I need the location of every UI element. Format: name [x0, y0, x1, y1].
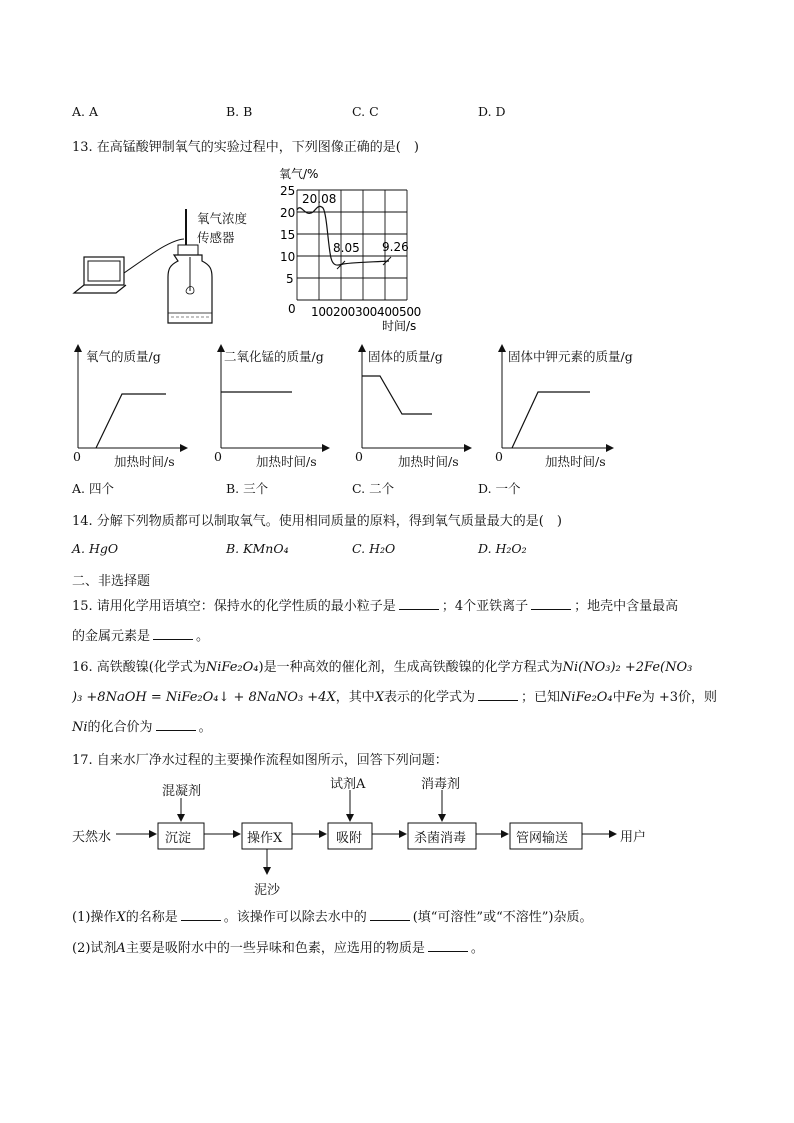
- q16-text-6: 中: [612, 690, 626, 705]
- q16-ni: Ni: [72, 720, 88, 735]
- sensor-label-1: 氧气浓度: [197, 211, 248, 226]
- q16-line-1: [72, 656, 692, 675]
- q13-stem: 13. 在高锰酸钾制氧气的实验过程中，下列图像正确的是( ): [72, 140, 419, 155]
- q13-option-a: A. 四个: [72, 481, 114, 496]
- q14-option-c: C. H₂O: [352, 541, 396, 556]
- q12-option-c: C. C: [352, 104, 379, 119]
- graph1-origin: 0: [73, 449, 81, 464]
- q17-blank-1[interactable]: [181, 908, 221, 921]
- chart-ylabel: 氧气/%: [279, 167, 319, 181]
- q12-option-a: A. A: [72, 104, 99, 119]
- q13-option-c: C. 二个: [352, 481, 395, 496]
- q17-sub-1: [72, 906, 592, 925]
- q14-option-b: B. KMnO₄: [226, 541, 289, 556]
- q15-text-2: ；4个亚铁离子: [441, 599, 529, 614]
- graph3-xlabel: 加热时间/s: [398, 454, 459, 469]
- q16-text-5: ；已知: [521, 690, 561, 705]
- graph1-xlabel: 加热时间/s: [114, 454, 175, 469]
- q15-blank-2[interactable]: [531, 597, 571, 610]
- q16-formula-2: Ni(NO₃)₂ +2Fe(NO₃: [562, 660, 693, 675]
- q16-text-7: 为 +3价，则: [641, 690, 717, 705]
- graph3-ylabel: 固体的质量/g: [368, 349, 443, 364]
- q17-sub2-text-3: 。: [470, 941, 484, 956]
- y-tick-15: 15: [280, 228, 296, 242]
- q17-sub1-text-3: 。该操作可以除去水中的: [223, 910, 367, 925]
- flow-box5-label: 管网输送: [516, 831, 569, 846]
- section-title: 二、非选择题: [72, 574, 151, 589]
- q15-blank-1[interactable]: [399, 597, 439, 610]
- graph3-origin: 0: [355, 449, 363, 464]
- q14-option-a: A. HgO: [72, 541, 119, 556]
- flow-input-1: 混凝剂: [162, 784, 202, 799]
- flow-end: 用户: [620, 830, 647, 845]
- q14-option-d: D. H₂O₂: [478, 541, 527, 556]
- graph2-xlabel: 加热时间/s: [256, 454, 317, 469]
- oxygen-sensor-apparatus: [70, 195, 280, 335]
- q12-option-d: D. D: [478, 104, 506, 119]
- q15-text-4: 的金属元素是: [72, 629, 151, 644]
- q17-stem: 17. 自来水厂净水过程的主要操作流程如图所示，回答下列问题：: [72, 753, 448, 768]
- q17-blank-3[interactable]: [428, 939, 468, 952]
- flow-box1-label: 沉淀: [165, 831, 192, 846]
- q17-sub1-text-4: (填“可溶性”或“不溶性”)杂质。: [412, 910, 593, 925]
- flow-input-2: 试剂A: [330, 777, 366, 792]
- q16-fe: Fe: [625, 690, 642, 705]
- q14-stem: 14. 分解下列物质都可以制取氧气。使用相同质量的原料，得到氧气质量最大的是( ): [72, 514, 562, 529]
- q16-line-3: [72, 716, 212, 735]
- q16-text-8: 的化合价为: [87, 720, 153, 735]
- flow-start: 天然水: [72, 830, 112, 845]
- graph4-ylabel: 固体中钾元素的质量/g: [508, 349, 633, 364]
- sensor-label-2: 传感器: [197, 230, 235, 245]
- q16-x: X: [374, 690, 384, 705]
- annot-805: 8.05: [333, 241, 360, 255]
- q15-line-2: [72, 625, 209, 644]
- q16-text-1: 16. 高铁酸镍(化学式为: [72, 660, 206, 675]
- graph2-ylabel: 二氧化锰的质量/g: [224, 349, 324, 364]
- graph3-line: [362, 376, 432, 414]
- y-tick-5: 5: [286, 272, 294, 286]
- flow-box2-label: 操作X: [247, 831, 283, 846]
- oxygen-chart: [275, 166, 435, 336]
- y-tick-10: 10: [280, 250, 296, 264]
- q17-blank-2[interactable]: [370, 908, 410, 921]
- annot-926: 9.26: [382, 240, 409, 254]
- q16-blank-1[interactable]: [478, 688, 518, 701]
- q17-sub1-text-1: (1)操作: [72, 910, 117, 925]
- y-tick-25: 25: [280, 184, 296, 198]
- q17-sub2-a: A: [116, 941, 126, 956]
- q15-text-5: 。: [196, 629, 210, 644]
- annot-2008: 20.08: [302, 192, 337, 206]
- graph2-origin: 0: [214, 449, 222, 464]
- flow-box4-label: 杀菌消毒: [414, 831, 467, 846]
- graph4-origin: 0: [495, 449, 503, 464]
- q16-text-2: )是一种高效的催化剂，生成高铁酸镍的化学方程式为: [258, 660, 563, 675]
- q17-sub2-text-2: 主要是吸附水中的一些异味和色素，应选用的物质是: [125, 941, 425, 956]
- q16-text-3: ，其中: [335, 690, 375, 705]
- q17-sub1-text-2: 的名称是: [125, 910, 178, 925]
- q15-text-1: 15. 请用化学用语填空：保持水的化学性质的最小粒子是: [72, 599, 396, 614]
- q16-equation: )₃ +8NaOH = NiFe₂O₄↓ + 8NaNO₃ +4X: [72, 690, 336, 705]
- q13-option-d: D. 一个: [478, 481, 521, 496]
- flow-output-1: 泥沙: [254, 883, 281, 898]
- q15-text-3: ；地壳中含量最高: [574, 599, 679, 614]
- q16-line-2: [72, 686, 717, 705]
- y-tick-20: 20: [280, 206, 296, 220]
- q12-option-b: B. B: [226, 104, 253, 119]
- graph4-xlabel: 加热时间/s: [545, 454, 606, 469]
- q16-text-4: 表示的化学式为: [384, 690, 476, 705]
- chart-xlabel: 时间/s: [382, 319, 417, 333]
- flow-input-3: 消毒剂: [421, 777, 461, 792]
- chart-markers: [337, 257, 391, 269]
- x-ticks: 100200300400500: [311, 305, 422, 319]
- q15-line-1: [72, 595, 678, 614]
- graph4-line: [512, 392, 590, 448]
- q17-sub2-text-1: (2)试剂: [72, 941, 117, 956]
- q13-option-b: B. 三个: [226, 481, 269, 496]
- q16-text-9: 。: [198, 720, 212, 735]
- q16-blank-2[interactable]: [156, 718, 196, 731]
- flow-box3-label: 吸附: [336, 831, 363, 846]
- origin-label: 0: [288, 302, 296, 316]
- q17-sub-2: [72, 937, 484, 956]
- q15-blank-3[interactable]: [153, 627, 193, 640]
- q16-formula-1: NiFe₂O₄: [205, 660, 259, 675]
- q16-formula-3: NiFe₂O₄: [560, 690, 613, 705]
- graph1-ylabel: 氧气的质量/g: [86, 349, 161, 364]
- graph1-line: [96, 394, 166, 448]
- q17-sub1-x: X: [116, 910, 126, 925]
